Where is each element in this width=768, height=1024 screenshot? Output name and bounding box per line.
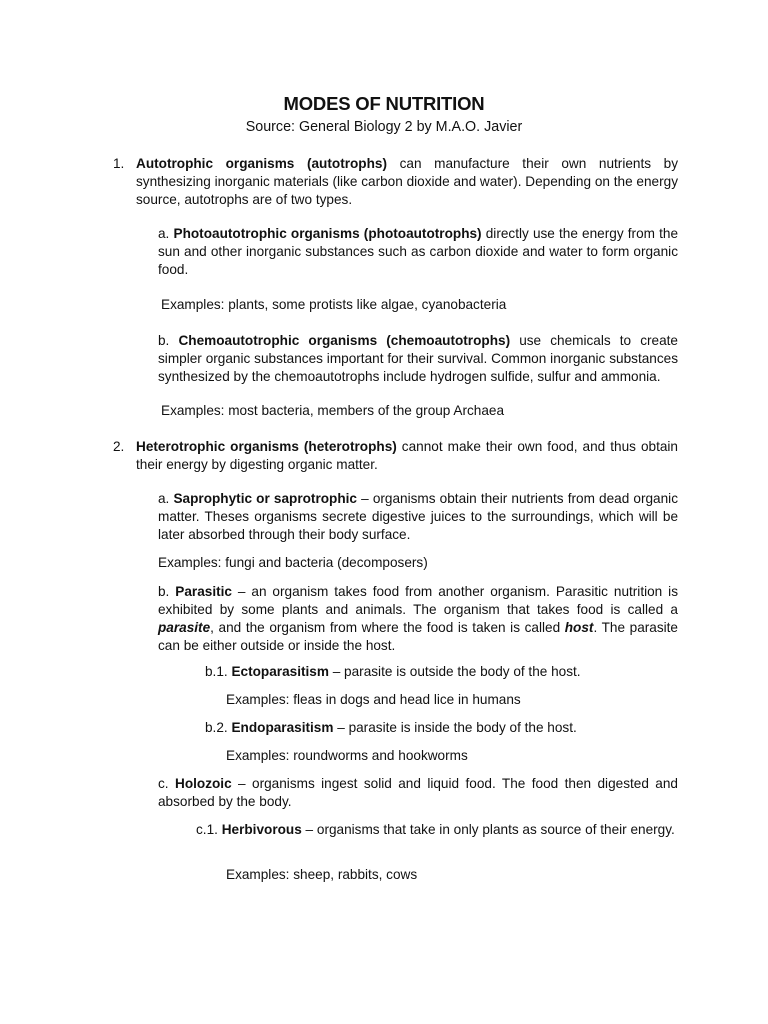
- subsub-herbivorous-text: – organisms that take in only plants as source of their energy.: [301, 822, 675, 837]
- item-autotrophic: [136, 155, 678, 209]
- item-number: 2.: [113, 439, 125, 454]
- sub-chemoautotrophic-text: use chemicals to create simpler organic substances important for their survival. Common inorganic substances synthesized by the chemoautotrophs include hydrogen sulfide, sulfur and ammonia.: [158, 333, 678, 384]
- sub-letter: a.: [158, 491, 170, 506]
- term-parasite: parasite: [158, 620, 211, 635]
- term-host: host: [564, 620, 594, 635]
- item-number: 1.: [113, 156, 125, 171]
- document-title: MODES OF NUTRITION: [283, 93, 485, 114]
- examples-endoparasitism: Examples: roundworms and hookworms: [226, 748, 468, 763]
- subsub-label: b.2.: [205, 720, 228, 735]
- examples-herbivorous: Examples: sheep, rabbits, cows: [226, 867, 418, 882]
- subsub-ectoparasitism: [205, 663, 678, 681]
- subsub-ectoparasitism-text: – parasite is outside the body of the host.: [328, 664, 581, 679]
- sub-parasitic-text-1: – an organism takes food from another organism. Parasitic nutrition is exhibited by some plants and animals. The organism that takes food is called a: [158, 584, 678, 617]
- examples-photoautotrophic: Examples: plants, some protists like algae, cyanobacteria: [161, 297, 507, 312]
- term-holozoic: Holozoic: [175, 776, 232, 791]
- item-autotrophic-text: can manufacture their own nutrients by synthesizing inorganic materials (like carbon dioxide and water). Depending on the energy source, autotrophs are of two types.: [136, 156, 678, 207]
- examples-saprophytic: Examples: fungi and bacteria (decomposers): [158, 555, 428, 570]
- subsub-endoparasitism-text: – parasite is inside the body of the host.: [333, 720, 577, 735]
- sub-photoautotrophic: [158, 225, 678, 279]
- subsub-herbivorous: [196, 821, 678, 839]
- sub-photoautotrophic-text: directly use the energy from the sun and other inorganic substances such as carbon dioxide and water to form organic food.: [158, 226, 679, 277]
- examples-chemoautotrophic: Examples: most bacteria, members of the group Archaea: [161, 403, 505, 418]
- sub-parasitic-text-3: . The parasite can be either outside or inside the host.: [158, 620, 678, 653]
- item-heterotrophic-text: cannot make their own food, and thus obtain their energy by digesting organic matter.: [136, 439, 678, 472]
- subsub-endoparasitism: [205, 719, 678, 737]
- sub-saprophytic: [158, 490, 678, 544]
- document-source: Source: General Biology 2 by M.A.O. Javier: [245, 119, 523, 135]
- term-endoparasitism: Endoparasitism: [231, 720, 334, 735]
- sub-letter: a.: [158, 226, 170, 241]
- examples-ectoparasitism: Examples: fleas in dogs and head lice in humans: [226, 692, 521, 707]
- sub-letter: b.: [158, 333, 170, 348]
- subsub-label: c.1.: [196, 822, 218, 837]
- term-heterotrophic: Heterotrophic organisms (heterotrophs): [136, 439, 397, 454]
- item-heterotrophic: [136, 438, 678, 474]
- sub-holozoic-text: – organisms ingest solid and liquid food. The food then digested and absorbed by the body.: [158, 776, 678, 809]
- sub-parasitic: [158, 583, 678, 655]
- sub-letter: b.: [158, 584, 170, 599]
- term-photoautotrophic: Photoautotrophic organisms (photoautotrophs): [173, 226, 482, 241]
- sub-parasitic-text-2: , and the organism from where the food is taken is called: [210, 620, 565, 635]
- term-chemoautotrophic: Chemoautotrophic organisms (chemoautotrophs): [178, 333, 511, 348]
- subsub-label: b.1.: [205, 664, 228, 679]
- sub-chemoautotrophic: [158, 332, 678, 386]
- sub-letter: c.: [158, 776, 169, 791]
- term-parasitic: Parasitic: [175, 584, 232, 599]
- sub-saprophytic-text: – organisms obtain their nutrients from dead organic matter. Theses organisms secrete digestive juices to the surroundings, which will be later absorbed through their body surface.: [158, 491, 678, 542]
- term-autotrophic: Autotrophic organisms (autotrophs): [136, 156, 388, 171]
- term-saprophytic: Saprophytic or saprotrophic: [173, 491, 357, 506]
- term-herbivorous: Herbivorous: [221, 822, 302, 837]
- term-ectoparasitism: Ectoparasitism: [231, 664, 329, 679]
- sub-holozoic: [158, 775, 678, 811]
